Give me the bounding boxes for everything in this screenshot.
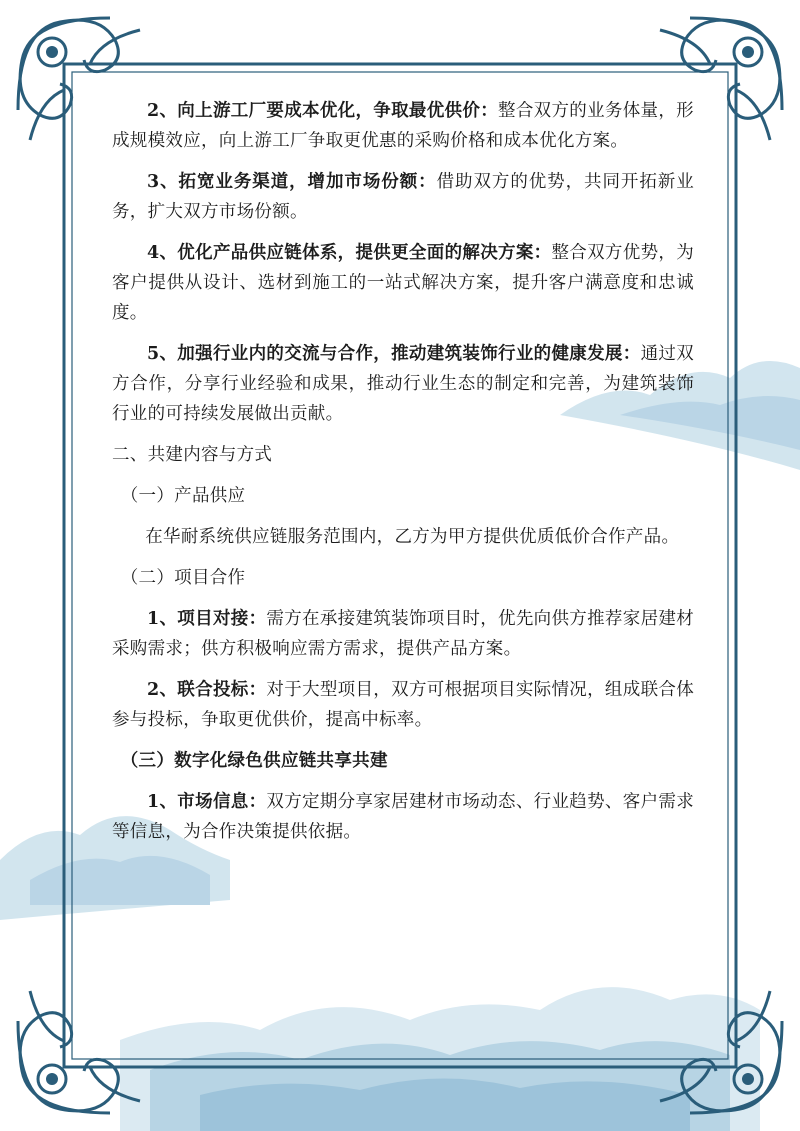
item-lead: 2、联合投标： bbox=[147, 680, 267, 700]
paragraph-text: 整合双方优势，为客户提供从设计、选材到施工的一站式解决方案，提升客户满意度和忠诚度。 bbox=[112, 243, 695, 323]
paragraph-lead: 5、加强行业内的交流与合作，推动建筑装饰行业的健康发展： bbox=[147, 344, 641, 364]
paragraph-text: 通过双方合作，分享行业经验和成果，推动行业生态的制定和完善，为建筑装饰行业的可持续发展做出贡献。 bbox=[112, 344, 694, 424]
item-lead: 1、市场信息： bbox=[147, 792, 267, 812]
item-text: 需方在承接建筑装饰项目时，优先向供方推荐家居建材采购需求；供方积极响应需方需求，提供产品方案。 bbox=[112, 609, 694, 659]
product-supply-text: 在华耐系统供应链服务范围内，乙方为甲方提供优质低价合作产品。 bbox=[145, 527, 680, 547]
paragraph-lead: 3、拓宽业务渠道，增加市场份额： bbox=[147, 172, 437, 192]
paragraph-4 bbox=[112, 238, 694, 328]
paragraph-3 bbox=[112, 167, 694, 227]
digital-item-1 bbox=[112, 787, 694, 847]
paragraph-5 bbox=[112, 339, 694, 429]
item-lead: 1、项目对接： bbox=[147, 609, 267, 629]
paragraph-lead: 4、优化产品供应链体系，提供更全面的解决方案： bbox=[147, 243, 552, 263]
item-text: 双方定期分享家居建材市场动态、行业趋势、客户需求等信息，为合作决策提供依据。 bbox=[112, 792, 694, 842]
document-body bbox=[112, 96, 694, 858]
paragraph-text: 整合双方的业务体量，形成规模效应，向上游工厂争取更优惠的采购价格和成本优化方案。 bbox=[112, 101, 694, 151]
subsection-title-text: （三）数字化绿色供应链共享共建 bbox=[120, 751, 388, 771]
section-heading: 二、共建内容与方式 bbox=[112, 445, 273, 465]
subsection-title-product-supply: （一）产品供应 bbox=[120, 486, 246, 506]
paragraph-text: 借助双方的优势，共同开拓新业务，扩大双方市场份额。 bbox=[112, 172, 695, 222]
paragraph-lead: 2、向上游工厂要成本优化，争取最优供价： bbox=[147, 101, 499, 121]
paragraph-2 bbox=[112, 96, 694, 156]
project-item-2 bbox=[112, 675, 694, 735]
subsection-title-project-cooperation: （二）项目合作 bbox=[120, 568, 246, 588]
subsection-title-digital-supply-chain bbox=[112, 746, 694, 776]
project-item-1 bbox=[112, 604, 694, 664]
item-text: 对于大型项目，双方可根据项目实际情况，组成联合体参与投标，争取更优供价，提高中标率。 bbox=[112, 680, 694, 730]
